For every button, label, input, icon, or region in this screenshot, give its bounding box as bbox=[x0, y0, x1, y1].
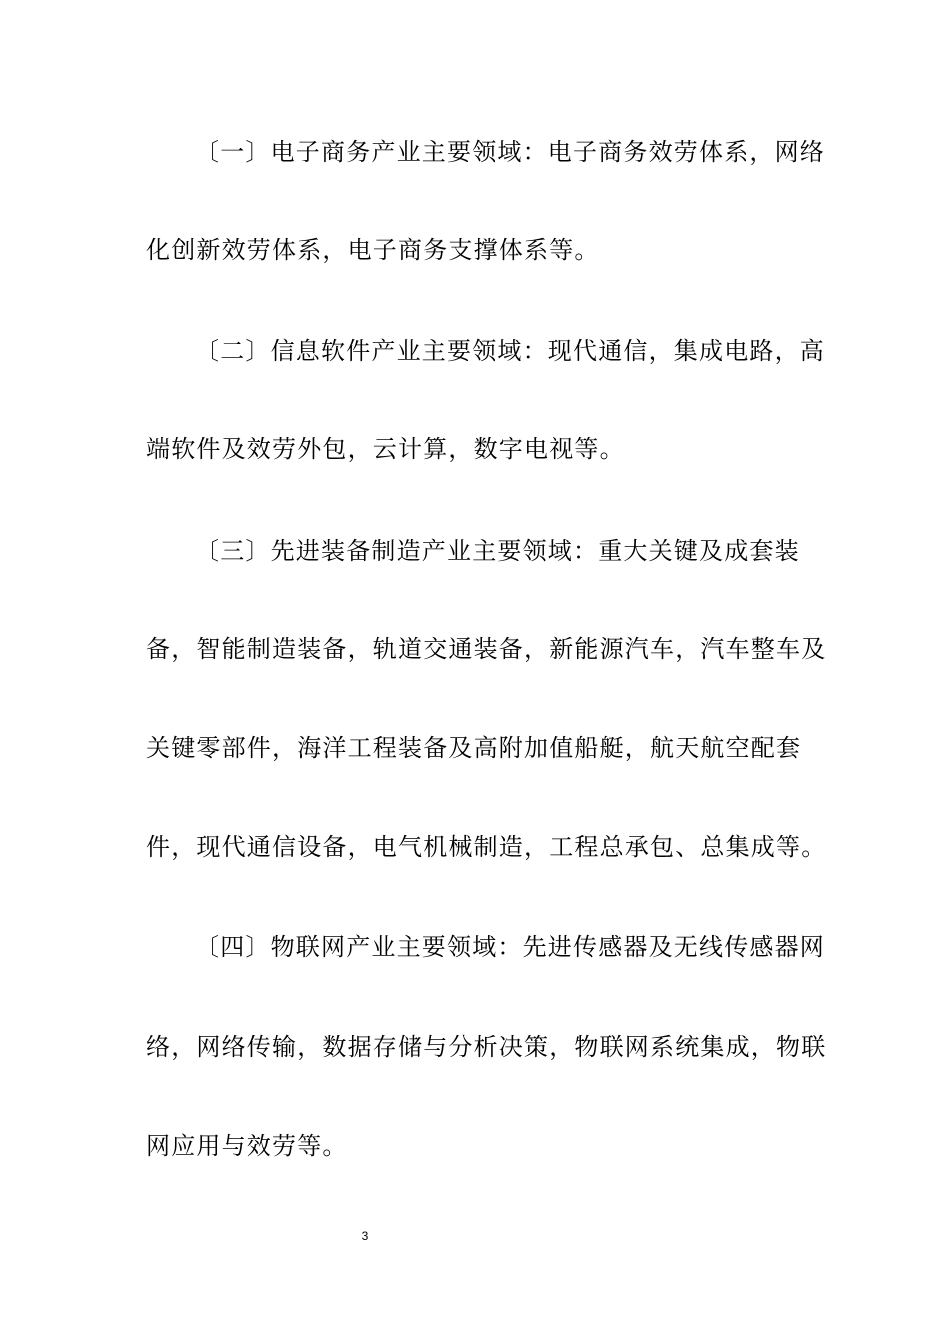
paragraph-4-line-1: 〔四〕物联网产业主要领域：先进传感器及无线传感器网 bbox=[195, 933, 825, 961]
paragraph-4-line-3: 网应用与效劳等。 bbox=[146, 1132, 348, 1160]
paragraph-2-line-1: 〔二〕信息软件产业主要领域：现代通信，集成电路，高 bbox=[195, 337, 825, 365]
paragraph-4-line-2: 络，网络传输，数据存储与分析决策，物联网系统集成，物联 bbox=[146, 1033, 827, 1061]
paragraph-1-line-1: 〔一〕电子商务产业主要领域：电子商务效劳体系，网络 bbox=[195, 138, 825, 166]
paragraph-1-line-2: 化创新效劳体系，电子商务支撑体系等。 bbox=[146, 236, 600, 264]
page-number: 3 bbox=[361, 1229, 369, 1243]
paragraph-3-line-4: 件，现代通信设备，电气机械制造，工程总承包、总集成等。 bbox=[146, 833, 827, 861]
paragraph-2-line-2: 端软件及效劳外包，云计算，数字电视等。 bbox=[146, 435, 625, 463]
paragraph-3-line-3: 关键零部件，海洋工程装备及高附加值船艇，航天航空配套 bbox=[146, 734, 802, 762]
paragraph-3-line-1: 〔三〕先进装备制造产业主要领域：重大关键及成套装 bbox=[195, 537, 800, 565]
paragraph-3-line-2: 备，智能制造装备，轨道交通装备，新能源汽车，汽车整车及 bbox=[146, 635, 827, 663]
